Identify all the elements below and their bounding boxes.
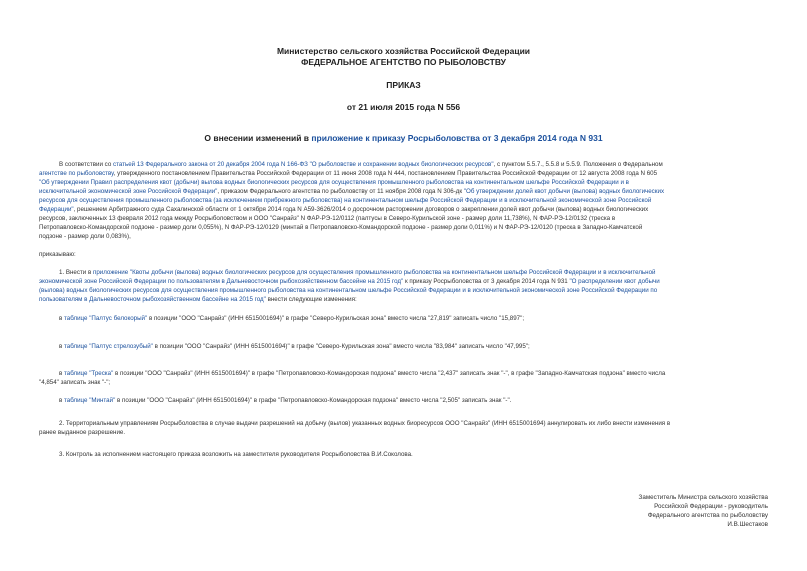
para1-text: , приказом Федерального агентства по рыболовству от 11 ноября 2008 года N 306-дк [217, 188, 464, 195]
signature-line3: Федерального агентства по рыболовству [647, 512, 768, 519]
doc-date-number: от 21 июля 2015 года N 556 [346, 102, 461, 112]
order-931-link-cont[interactable]: (вылова) водных биологических ресурсов для осуществления промышленного рыболовства на континентальном шельфе Российской Федерации и в исключительной экономической зоне Российской Федерации по [39, 287, 658, 294]
table-link-pollock[interactable]: таблице "Минтай" [64, 397, 116, 404]
para1-text: , решением Арбитражного суда Сахалинской области от 1 октября 2014 года N А59-3626/2014 о досрочном расторжении договоров о закреплении долей квот добычи (вылова) водных биологических [73, 206, 649, 213]
quota-rules-link-cont[interactable]: исключительной экономической зоне Российской Федерации" [39, 188, 218, 195]
para1-line2 [39, 170, 657, 178]
change-item [59, 315, 524, 323]
agency-heading: ФЕДЕРАЛЬНОЕ АГЕНТСТВО ПО РЫБОЛОВСТВУ [301, 57, 506, 67]
change-item [59, 343, 530, 351]
law-166-link[interactable]: статьей 13 Федерального закона от 20 декабря 2004 года N 166-ФЗ "О рыболовстве и сохранении водных биологических ресурсов" [112, 161, 494, 168]
change-text: в [59, 315, 65, 322]
appendix-link[interactable]: приложение "Квоты добычи (вылова) водных биологических ресурсов для осуществления промышленного рыболовства на континентальном шельфе Российской Федерации и в исключительной [92, 269, 656, 276]
doc-title-link[interactable]: приложение к приказу Росрыболовства от 3 декабря 2014 года N 931 [311, 133, 603, 143]
quota-shares-link-end[interactable]: Федерации" [39, 206, 74, 213]
doc-title [0, 133, 807, 143]
item2-line1: 2. Территориальным управлениям Росрыболовства в случае выдачи разрешений на добычу (вылов) указанных водных биоресурсов ООО "Санрайз" (ИНН 6515001694) аннулировать их либо внести изменения в [59, 420, 671, 427]
change-text: в позиции "ООО "Санрайз" (ИНН 6515001694)" в графе "Северо-Курильская зона" вместо числа "83,984" записать число "47,995"; [152, 343, 530, 350]
change-text: в позиции "ООО "Санрайз" (ИНН 6515001694)" в графе "Петропавловско-Командорская подзона" вместо числа "2,505" записать знак "-". [115, 397, 512, 404]
table-link-halibut-white[interactable]: таблице "Палтус белокорый" [64, 315, 148, 322]
change-item-cont: "4,854" записать знак "-"; [39, 379, 111, 386]
change-text: в [59, 370, 65, 377]
para1-line9: подзоне - размер доли 0,083%), [39, 233, 131, 240]
change-item [59, 397, 511, 405]
doc-title-prefix: О внесении изменений в [204, 133, 312, 143]
item1-text: к приказу Росрыболовства от 3 декабря 2014 года N 931 [403, 278, 570, 285]
table-link-halibut-arrowtooth[interactable]: таблице "Палтус стрелозубый" [64, 343, 153, 350]
quota-shares-link[interactable]: "Об утверждении долей квот добычи (вылова) водных биологических [463, 188, 665, 195]
item1-line1 [59, 269, 655, 277]
change-text: в позиции "ООО "Санрайз" (ИНН 6515001694)" в графе "Петропавловско-Командорская подзона" вместо числа "2,437" записать знак "-", в графе "Западно-Камчатская подзона" вместо числа [113, 370, 666, 377]
ministry-heading: Министерство сельского хозяйства Российской Федерации [276, 46, 531, 56]
item1-line2 [39, 278, 660, 286]
order-931-link-end[interactable]: пользователям в Дальневосточном рыбохозяйственном бассейне на 2015 год" [39, 296, 266, 303]
item1-text: 1. Внести в [59, 269, 93, 276]
quota-rules-link[interactable]: "Об утверждении Правил распределения квот (добычи) вылова водных биологических ресурсов для осуществления промышленного рыболовства на континентальном шельфе Российской Федерации и в [39, 179, 629, 186]
item1-text: внести следующие изменения: [265, 296, 357, 303]
quota-shares-link-cont[interactable]: ресурсов для осуществления промышленного рыболовства (за исключением прибрежного рыболовства) на континентальном шельфе Российской Федерации и в исключительной экономической зоне Российской [39, 197, 652, 204]
item1-line4 [39, 296, 357, 304]
change-text: в [59, 397, 65, 404]
signature-name: И.В.Шестаков [727, 521, 768, 528]
para1-line5 [39, 197, 651, 205]
change-text: в позиции "ООО "Санрайз" (ИНН 6515001694)" в графе "Северо-Курильская зона" вместо числа "27,819" записать число "15,897"; [147, 315, 525, 322]
change-text: в [59, 343, 65, 350]
para1-text: , утвержденного постановлением Правительства Российской Федерации от 11 июня 2008 года N 444, постановлением Правительства Российской Федерации от 12 августа 2008 года N 605 [113, 170, 658, 177]
change-item [59, 370, 665, 378]
para1-text: В соответствии со [59, 161, 113, 168]
para1-line8: Петропавловско-Командорской подзоне - размер доли 0,055%), N ФАР-РЭ-12/0129 (минтай в Петропавловско-Командорской подзоне - размер доли 0,011%) и N ФАР-РЭ-12/0120 (треска в Западно-Камчатской [39, 224, 643, 231]
table-link-cod[interactable]: таблице "Треска" [64, 370, 114, 377]
para1-line1 [59, 161, 663, 169]
order-word: приказываю: [39, 251, 76, 258]
item3-line: 3. Контроль за исполнением настоящего приказа возложить на заместителя руководителя Росрыболовства В.И.Соколова. [59, 451, 413, 458]
order-931-link[interactable]: "О распределении квот добычи [569, 278, 660, 285]
item1-line3 [39, 287, 657, 295]
regulation-link[interactable]: агентстве по рыболовству [39, 170, 114, 177]
para1-text: , с пунктом 5.5.7., 5.5.8 и 5.5.9. Положения о Федеральном [493, 161, 663, 168]
item2-line2: ранее выданное разрешение. [39, 429, 126, 436]
para1-line3 [39, 179, 629, 187]
para1-line7: ресурсов, заключенных 13 февраля 2012 года между Росрыболовством и ООО "Санрайз" N ФАР-РЭ-12/0112 (палтусы в Северо-Курильской зоне - размер доли 11,738%), N ФАР-РЭ-12/0132 (треска в [39, 215, 616, 222]
para1-line4 [39, 188, 664, 196]
signature-line1: Заместитель Министра сельского хозяйства [638, 494, 768, 501]
para1-line6 [39, 206, 648, 214]
appendix-link-cont[interactable]: экономической зоне Российской Федерации по пользователям в Дальневосточном рыбохозяйственном бассейне на 2015 год" [39, 278, 404, 285]
doc-type-heading: ПРИКАЗ [386, 80, 421, 90]
signature-line2: Российской Федерации - руководитель [654, 503, 768, 510]
